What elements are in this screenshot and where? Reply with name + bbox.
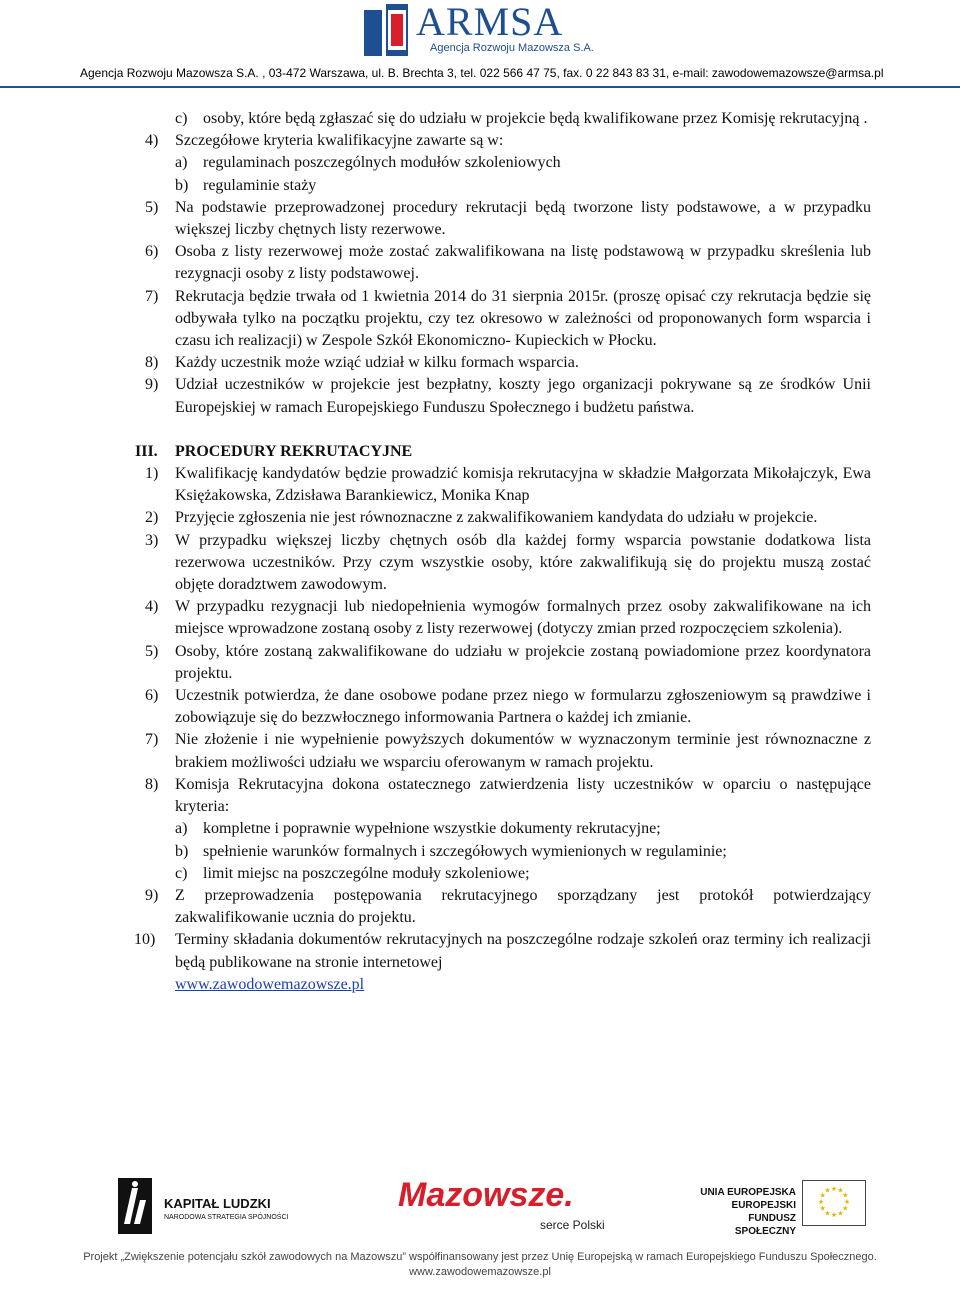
svg-text:★: ★ (819, 1204, 826, 1213)
list-number: 8) (145, 775, 159, 793)
procedure-item-10-text: Terminy składania dokumentów rekrutacyjnych na poszczególne rodzaje szkoleń oraz terminy ich realizacji będą publikowane na stronie internetowej (175, 931, 871, 971)
mazowsze-logo (398, 1176, 618, 1236)
list-item-7 (0, 286, 960, 353)
list-text: limit miejsc na poszczególne moduły szkoleniowe; (203, 864, 530, 882)
list-number: 6) (145, 243, 159, 261)
kapital-ludzki-title: KAPITAŁ LUDZKI (164, 1196, 271, 1211)
list-item-5 (0, 197, 960, 241)
list-item-6 (0, 241, 960, 285)
svg-text:★: ★ (817, 1198, 825, 1206)
list-text: Rekrutacja będzie trwała od 1 kwietnia 2014 do 31 sierpnia 2015r. (proszę opisać czy rekrutacja będzie się odbywała tylko na początku projektu, czy tez okresowo w zależności od proponowanych form wsparcia i czasu ich realizacji) w Zespole Szkół Ekonomiczno- Kupieckich w Płocku. (175, 287, 871, 350)
list-text: Na podstawie przeprowadzonej procedury rekrutacji będą tworzone listy podstawowe, a w przypadku większej liczby chętnych listy rezerwowe. (175, 198, 871, 239)
mazowsze-wordmark: Mazowsze. (398, 1176, 574, 1214)
procedure-item-10 (0, 929, 960, 996)
list-item-8 (0, 352, 960, 374)
list-label: a) (175, 154, 188, 172)
svg-text:★: ★ (830, 1185, 838, 1193)
list-text: Nie złożenie i nie wypełnienie powyższych dokumentów w wyznaczonym terminie jest równoznaczne z brakiem możliwości udziału we wsparciu oferowanym w ramach projektu. (175, 731, 871, 771)
list-item-c (0, 108, 960, 130)
footer-text (0, 1250, 960, 1280)
kapital-ludzki-logo (118, 1178, 298, 1234)
eu-text (698, 1186, 796, 1238)
list-text: Szczegółowe kryteria kwalifikacyjne zawarte są w: (175, 132, 504, 150)
list-text: W przypadku rezygnacji lub niedopełnienia wymogów formalnych przez osoby zakwalifikowane na ich miejsce wprowadzone zostaną osoby z listy rezerwowej (dotyczy zmian przed rozpoczęciem szkolenia). (175, 598, 871, 638)
procedure-item-6 (0, 685, 960, 729)
procedure-item-3 (0, 530, 960, 597)
list-text: Uczestnik potwierdza, że dane osobowe podane przez niego w formularzu zgłoszeniowym są prawdziwe i zobowiązuje się do bezzwłocznego informowania Partnera o każdej ich zmianie. (175, 687, 871, 727)
list-number: 4) (145, 598, 159, 616)
procedure-item-8c (0, 863, 960, 885)
procedure-item-2 (0, 507, 960, 529)
list-number: 7) (145, 287, 159, 305)
kapital-ludzki-mark-icon (118, 1178, 152, 1234)
list-number: 10) (134, 931, 156, 949)
header-divider (0, 86, 960, 88)
list-text: spełnienie warunków formalnych i szczegółowych wymienionych w regulaminie; (203, 842, 727, 860)
list-label: a) (175, 820, 188, 838)
section-number: III. (135, 442, 158, 460)
list-number: 5) (145, 642, 159, 660)
list-text: kompletne i poprawnie wypełnione wszystkie dokumenty rekrutacyjne; (203, 820, 661, 838)
svg-text:★: ★ (842, 1191, 849, 1200)
list-text: Osoba z listy rezerwowej może zostać zakwalifikowana na listę podstawową w przypadku skreślenia lub rezygnacji osoby z listy podstawowej. (175, 243, 871, 283)
website-link[interactable]: www.zawodowemazowsze.pl (175, 975, 365, 993)
list-number: 9) (145, 376, 159, 394)
logo-name: ARMSA (416, 0, 564, 44)
armsa-logo (364, 0, 594, 60)
section-heading (0, 441, 960, 463)
eu-line-3: FUNDUSZ SPOŁECZNY (734, 1213, 796, 1237)
list-label: b) (175, 176, 189, 194)
list-text: Osoby, które zostaną zakwalifikowane do udziału w projekcie zostaną powiadomione przez koordynatora projektu. (175, 642, 871, 682)
logo-subtitle: Agencja Rozwoju Mazowsza S.A. (430, 42, 594, 54)
procedure-item-1 (0, 463, 960, 507)
svg-text:★: ★ (824, 1186, 831, 1195)
procedure-item-7 (0, 729, 960, 773)
kapital-ludzki-subtitle: NARODOWA STRATEGIA SPÓJNOŚCI (164, 1214, 289, 1221)
procedure-item-8a (0, 818, 960, 840)
eu-line-1: UNIA EUROPEJSKA (700, 1187, 796, 1198)
list-label: b) (175, 842, 189, 860)
list-text: osoby, które będą zgłaszać się do udziału w projekcie będą kwalifikowane przez Komisję rekrutacyjną . (203, 110, 868, 127)
svg-text:★: ★ (837, 1186, 844, 1195)
list-text: Z przeprowadzenia postępowania rekrutacyjnego sporządzany jest protokół potwierdzający zakwalifikowanie ucznia do projektu. (175, 886, 871, 927)
svg-text:★: ★ (837, 1209, 844, 1218)
eu-line-2: EUROPEJSKI (731, 1200, 796, 1211)
list-number: 7) (145, 731, 159, 749)
procedure-item-8b (0, 841, 960, 863)
section-title: PROCEDURY REKRUTACYJNE (175, 442, 413, 460)
list-number: 8) (145, 354, 159, 372)
spacer (0, 419, 960, 441)
list-text: regulaminach poszczególnych modułów szkoleniowych (203, 154, 561, 172)
list-item-4b (0, 175, 960, 197)
list-number: 6) (145, 687, 159, 705)
list-text: W przypadku większej liczby chętnych osób dla każdej formy wsparcia powstanie dodatkowa lista rezerwowa uczestników. Przy czym wszystkie osoby, które zakwalifikują się do projektu muszą zostać objęte doradztwem zawodowym. (175, 531, 871, 594)
list-item-9 (0, 374, 960, 418)
svg-text:★: ★ (843, 1198, 851, 1206)
svg-text:★: ★ (824, 1209, 831, 1218)
document-body (0, 108, 960, 996)
list-text: Kwalifikację kandydatów będzie prowadzić komisja rekrutacyjna w składzie Małgorzata Mikołajczyk, Ewa Księżakowska, Zdzisława Barankiewicz, Monika Knap (175, 465, 871, 505)
svg-text:★: ★ (830, 1211, 838, 1219)
svg-text:★: ★ (842, 1204, 849, 1213)
procedure-item-9 (0, 885, 960, 929)
list-number: 4) (145, 132, 159, 150)
list-number: 2) (145, 509, 159, 527)
page-header (0, 0, 960, 90)
mazowsze-subtitle: serce Polski (540, 1218, 605, 1232)
procedure-item-4 (0, 596, 960, 640)
armsa-logo-mark-icon (364, 4, 408, 56)
list-text: Udział uczestników w projekcie jest bezpłatny, koszty jego organizacji pokrywane są ze środków Unii Europejskiej w ramach Europejskiego Funduszu Społecznego i budżetu państwa. (175, 376, 871, 416)
eu-flag-icon (802, 1180, 866, 1226)
list-number: 9) (145, 886, 159, 904)
svg-text:★: ★ (819, 1191, 826, 1200)
list-text: Przyjęcie zgłoszenia nie jest równoznaczne z zakwalifikowaniem kandydata do udziału w projekcie. (175, 509, 818, 527)
list-text: regulaminie staży (203, 176, 317, 194)
list-number: 1) (145, 465, 159, 483)
list-item-4 (0, 130, 960, 152)
list-number: 3) (145, 531, 159, 549)
header-address: Agencja Rozwoju Mazowsza S.A. , 03-472 Warszawa, ul. B. Brechta 3, tel. 022 566 47 75, fax. 0 22 843 83 31, e-mail: zawodowemazowsze@armsa.pl (80, 66, 884, 80)
list-label: c) (175, 864, 188, 882)
list-text (175, 929, 871, 996)
list-text: Każdy uczestnik może wziąć udział w kilku formach wsparcia. (175, 354, 579, 372)
project-statement: Projekt „Zwiększenie potencjału szkół zawodowych na Mazowszu” współfinansowany jest przez Unię Europejską w ramach Europejskiego Funduszu Społecznego. (83, 1251, 877, 1263)
list-number: 5) (145, 198, 159, 216)
list-item-4a (0, 152, 960, 174)
eu-logo (698, 1180, 870, 1237)
page-footer (0, 1170, 960, 1292)
procedure-item-5 (0, 641, 960, 685)
list-label: c) (175, 110, 188, 127)
list-text: Komisja Rekrutacyjna dokona ostatecznego zatwierdzenia listy uczestników w oparciu o następujące kryteria: (175, 775, 871, 816)
procedure-item-8 (0, 774, 960, 818)
footer-website[interactable]: www.zawodowemazowsze.pl (409, 1266, 551, 1278)
